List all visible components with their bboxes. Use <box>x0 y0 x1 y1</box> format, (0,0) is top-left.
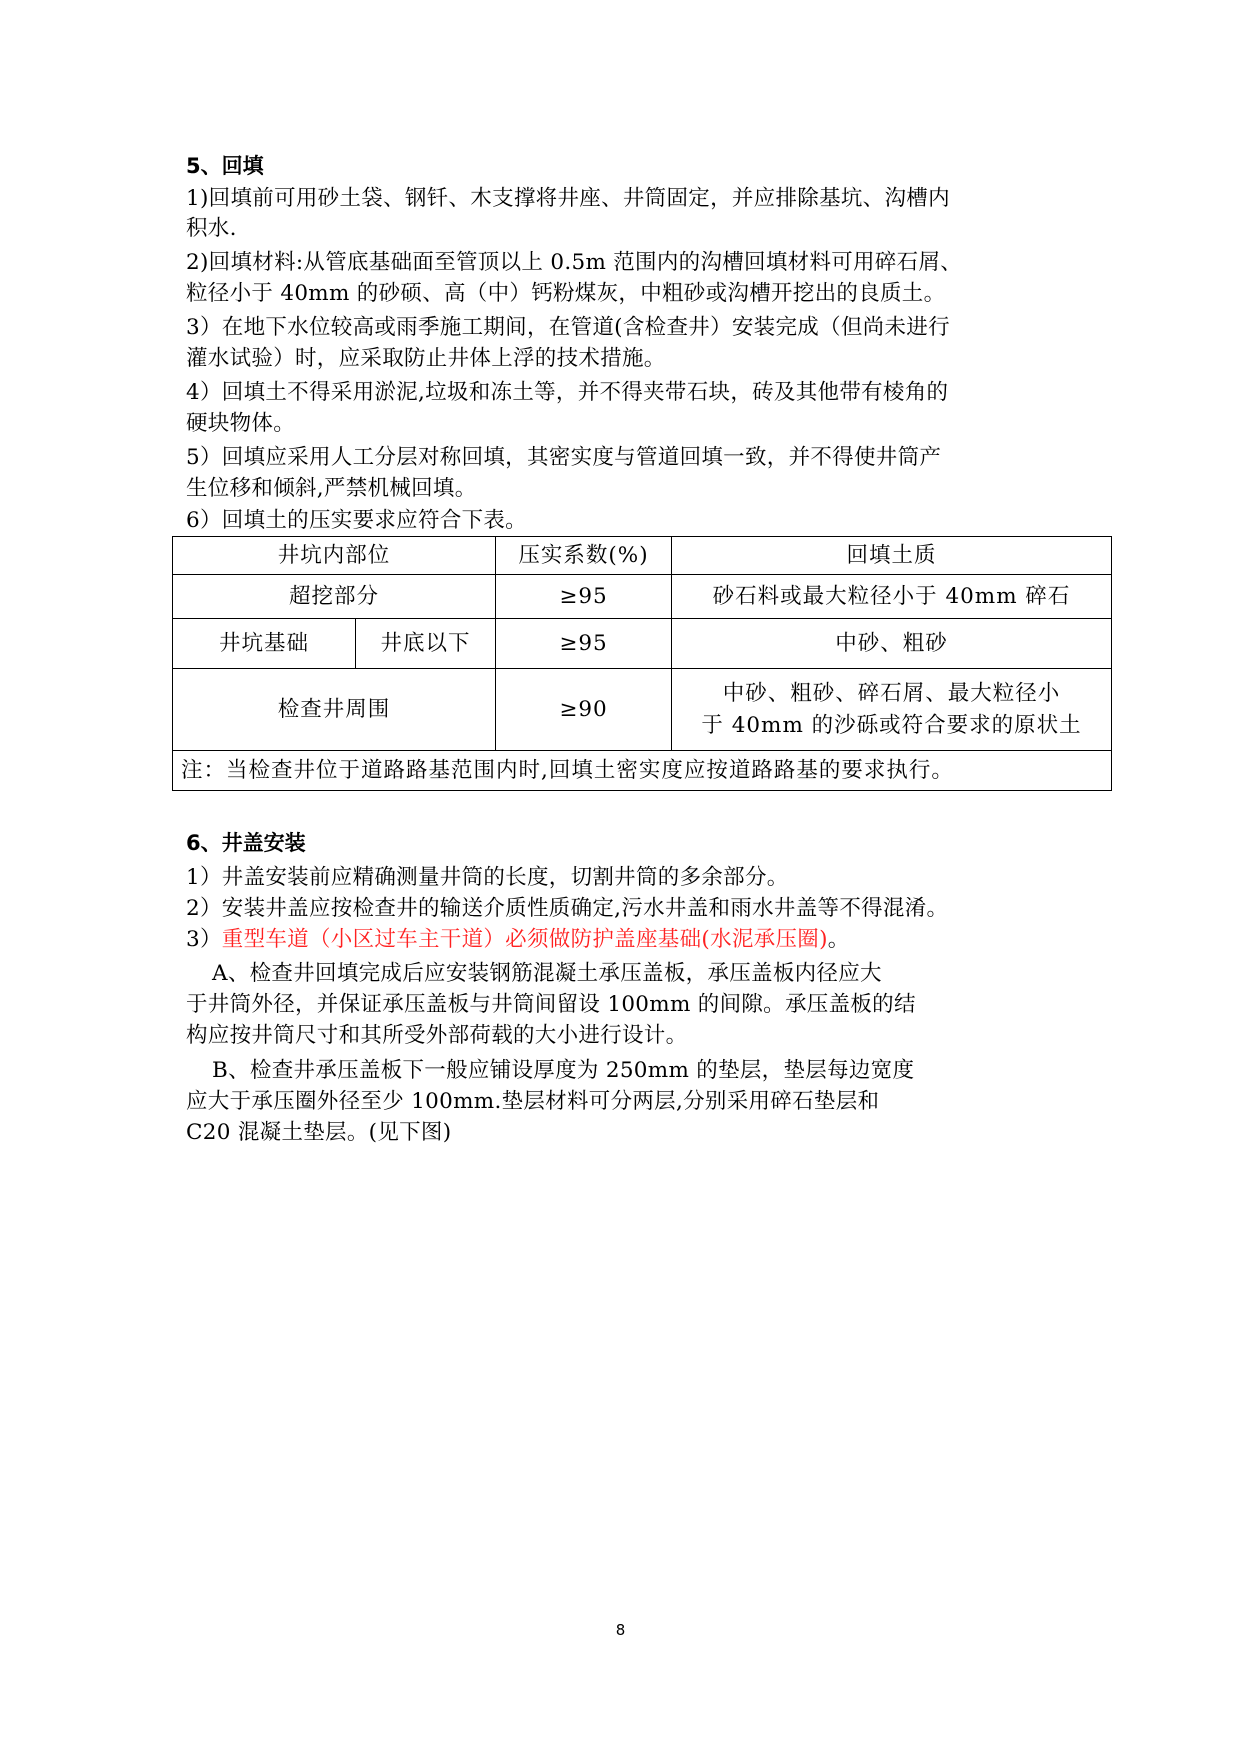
table-cell: ≥95 <box>496 619 672 669</box>
paragraph-line: 2)回填材料:从管底基础面至管顶以上 0.5m 范围内的沟槽回填材料可用碎石屑、 <box>186 250 963 275</box>
page-number: 8 <box>615 1621 626 1639</box>
soil-line: 于 40mm 的沙砾或符合要求的原状土 <box>701 712 1082 738</box>
paragraph-line: 积水. <box>186 216 237 241</box>
section-5-heading: 5、回填 <box>186 154 264 178</box>
paragraph-line: 灌水试验）时，应采取防止井体上浮的技术措施。 <box>186 346 666 371</box>
line-suffix: 。 <box>827 927 850 952</box>
table-cell <box>672 669 1112 751</box>
red-highlight-text: 重型车道（小区过车主干道）必须做防护盖座基础(水泥承压圈) <box>221 927 828 952</box>
table-cell: ≥90 <box>496 669 672 751</box>
paragraph-line <box>186 925 850 955</box>
paragraph-line: A、检查井回填完成后应安装钢筋混凝土承压盖板，承压盖板内径应大 <box>212 961 882 986</box>
paragraph-line: 5）回填应采用人工分层对称回填，其密实度与管道回填一致，并不得使井筒产 <box>186 445 942 470</box>
paragraph-line: B、检查井承压盖板下一般应铺设厚度为 250mm 的垫层，垫层每边宽度 <box>212 1058 915 1083</box>
table-cell: 超挖部分 <box>173 575 496 619</box>
table-header-cell: 压实系数(%) <box>496 537 672 575</box>
paragraph-line: C20 混凝土垫层。(见下图) <box>186 1120 452 1145</box>
paragraph-line: 硬块物体。 <box>186 411 296 436</box>
table-cell: ≥95 <box>496 575 672 619</box>
paragraph-line: 1)回填前可用砂土袋、钢钎、木支撑将井座、井筒固定，并应排除基坑、沟槽内 <box>186 186 950 211</box>
table-cell: 井底以下 <box>356 619 496 669</box>
table-row <box>173 619 1112 669</box>
paragraph-line: 粒径小于 40mm 的砂硕、高（中）钙粉煤灰，中粗砂或沟槽开挖出的良质土。 <box>186 281 946 306</box>
table-header-cell: 回填土质 <box>672 537 1112 575</box>
table-note: 注：当检查井位于道路路基范围内时,回填土密实度应按道路路基的要求执行。 <box>173 751 1112 791</box>
line-prefix: 3） <box>186 927 222 952</box>
table-header-cell: 井坑内部位 <box>173 537 496 575</box>
table-row <box>173 575 1112 619</box>
table-cell: 中砂、粗砂 <box>672 619 1112 669</box>
table-cell: 砂石料或最大粒径小于 40mm 碎石 <box>672 575 1112 619</box>
paragraph-line: 2）安装井盖应按检查井的输送介质性质确定,污水井盖和雨水井盖等不得混淆。 <box>186 896 949 921</box>
table-cell: 井坑基础 <box>173 619 356 669</box>
table-note-row <box>173 751 1112 791</box>
paragraph-line: 6）回填土的压实要求应符合下表。 <box>186 508 527 533</box>
compaction-table <box>172 536 1112 791</box>
section-6-heading: 6、井盖安装 <box>186 831 306 855</box>
table-cell: 检查井周围 <box>173 669 496 751</box>
table-header-row <box>173 537 1112 575</box>
paragraph-line: 应大于承压圈外径至少 100mm.垫层材料可分两层,分别采用碎石垫层和 <box>186 1089 880 1114</box>
soil-line: 中砂、粗砂、碎石屑、最大粒径小 <box>722 680 1061 706</box>
paragraph-line: 3）在地下水位较高或雨季施工期间，在管道(含检查井）安装完成（但尚未进行 <box>186 315 950 340</box>
paragraph-line: 4）回填土不得采用淤泥,垃圾和冻土等，并不得夹带石块，砖及其他带有棱角的 <box>186 380 949 405</box>
paragraph-line: 于井筒外径，并保证承压盖板与井筒间留设 100mm 的间隙。承压盖板的结 <box>186 992 916 1017</box>
paragraph-line: 生位移和倾斜,严禁机械回填。 <box>186 476 477 501</box>
paragraph-line: 1）井盖安装前应精确测量井筒的长度，切割井筒的多余部分。 <box>186 865 789 890</box>
paragraph-line: 构应按井筒尺寸和其所受外部荷载的大小进行设计。 <box>186 1023 688 1048</box>
table-row <box>173 669 1112 751</box>
